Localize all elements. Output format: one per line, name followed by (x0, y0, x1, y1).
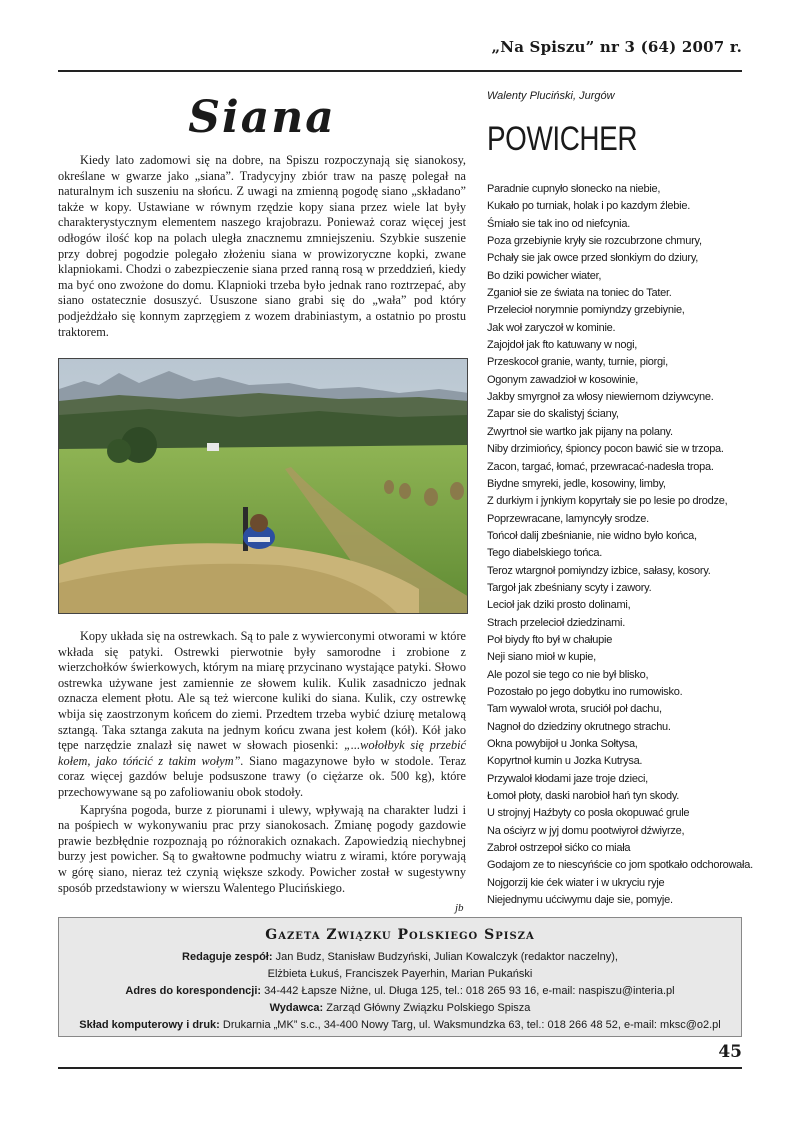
poem-line: Jak woł zaryczoł w kominie. (487, 321, 616, 334)
poem-line: Ogonym zawadzioł w kosowinie, (487, 373, 639, 386)
poem-line: Kopyrtnoł kumin u Jozka Kutrysa. (487, 755, 643, 768)
poem-line: Zabroł ostrzepoł sićko co miała (487, 842, 631, 855)
poem-title: POWICHER (487, 120, 638, 158)
colophon-editors-2: Elżbieta Łukuś, Franciszek Payerhin, Marian Pukański (267, 968, 533, 980)
poem-line: Poza grzebiynie kryły sie rozcubrzone chmury, (487, 235, 702, 248)
poem-line: Tego diabelskiego tońca. (487, 547, 603, 560)
poem-line: U strojnyj Haźbyty co posła okopuwać grule (487, 807, 690, 820)
poem-line: Niby drzimiońcy, śpioncy pocon bawić sie w trzopa. (487, 443, 724, 456)
poem-line: Zwyrtnoł sie wartko jak pijany na polany. (487, 425, 673, 438)
hay-field-photo (58, 358, 468, 614)
poem-line: Niejednymu ućciwymu daje sie, pomyje. (487, 894, 673, 907)
article-bottom (58, 629, 466, 896)
poem-line: Biydne smyreki, jedle, kosowiny, limby, (487, 477, 666, 490)
editors-label: Redaguje zespół: (182, 951, 273, 963)
poem-line: Przywaloł kłodami jaze troje dzieci, (487, 772, 648, 785)
poem-line: Neji siano mioł w kupie, (487, 651, 596, 664)
editors-names: Jan Budz, Stanisław Budzyński, Julian Kowalczyk (redaktor naczelny), (275, 951, 618, 963)
poem-line: Tam wywaloł wrota, sruciół poł dachu, (487, 703, 662, 716)
article-paragraph-1: Kiedy lato zadomowi się na dobre, na Spiszu rozpoczynają się sianokosy, określane w gwarze jako „siana”. Tradycyjny zbiór traw na paszę polegał na naturalnym ich suszeniu na słońcu. Z uwagi na zmienną pogodę siano „składano” także w kopy. Ustawiane w równym rzędzie kopy siana przez wiele lat były charakterystycznym elementem naszego krajobrazu. Ponieważ coraz więcej jest odłogów ilość kop na polach uległa znacznemu zmniejszeniu. Szybkie suszenie przy dobrej pogodzie polegało złożeniu siana w prowizoryczne kopki, zwane klapniokami. Chodzi o zabezpieczenie siana przed ranną rosą w przeddzień, kiedy ma być ono zwożone do domu. Klapnioki trzeba było jednak rano roztrzepać, aby siano ostatecznie dosuszyć. Ususzone siano grabi się do „wała” pod który podjeżdżało się konnym zaprzęgiem z wozem drabiniastym, a ostatnio po prostu traktorem. (58, 153, 466, 339)
poem-line: Przelecioł norymnie pomiyndzy grzebiynie, (487, 304, 685, 317)
poem-column (487, 90, 753, 909)
colophon-print (59, 1017, 741, 1034)
poem-line: Zacon, targać, łomać, przewracać-nadesła tropa. (487, 460, 714, 473)
poem-line: Okna powybijoł u Jonka Sołtysa, (487, 738, 638, 750)
address-text: 34-442 Łapsze Niżne, ul. Długa 125, tel.: 018 265 93 16, e-mail: naspiszu@interia.pl (264, 985, 675, 997)
header-divider (58, 70, 742, 72)
poem-line: Łomoł płoty, daski narobioł hań tyn skody. (487, 790, 680, 803)
colophon-box (58, 917, 742, 1037)
poem-line: Zajojdoł jak fto katuwany w nogi, (487, 339, 638, 352)
article-paragraph-3: Kapryśna pogoda, burze z piorunami i ulewy, wpływają na charakter ludzi i na pośpiech w wykonywaniu prac przy sianokosach. Zmianę pogody gazdowie prawie bezbłędnie rozpoznają po różnorakich oznakach. Zapowiedzią niechybnej burzy jest powicher. Są to gwałtowne podmuchy wiatru z wirami, które porywają w górę siano, nieraz też czynią większe szkody. Powicher został w sugestywny sposób przedstawiony w wierszu Walentego Plucińskiego. (58, 802, 466, 895)
poem-line: Tońcoł dalij zbeśnianie, nie widno było końca, (487, 529, 697, 542)
poem-line: Pozostało po jego dobytku ino rumowisko. (487, 685, 683, 698)
poem-line: Z durkiym i jynkiym kopyrtały sie po lesie po drodze, (487, 495, 728, 508)
song-quote: „...wołołbyk się przebić kołem, jako tóńcić z takim wołym”. (58, 738, 466, 768)
page-number: 45 (718, 1042, 742, 1062)
poem-line: Przeskocoł granie, wanty, turnie, piorgi, (487, 356, 668, 369)
poem-line: Targoł jak zbeśniany scyty i zawory. (487, 581, 652, 594)
poem-line: Paradnie cupnyło słonecko na niebie, (487, 183, 661, 195)
author-initials: jb (455, 902, 464, 914)
colophon-publisher (59, 1000, 741, 1017)
article-paragraph-2 (58, 629, 466, 801)
poem-line: Ale pozol sie tego co nie był blisko, (487, 668, 649, 681)
colophon-title: Gazeta Związku Polskiego Spisza (265, 927, 535, 943)
article-title: Siana (188, 92, 336, 143)
article-top (58, 80, 466, 340)
paragraph-2-text-end: Siano magazynowe było w stodole. Teraz coraz więcej gazdów beluje podsuszone trawy (o ciężarze ok. 500 kg), które przechowywane są po zafoliowaniu obok stodoły. (58, 753, 466, 799)
poem-line: Zapar sie do skalistyj ściany, (487, 408, 619, 421)
address-label: Adres do korespondencji: (125, 985, 262, 997)
poem-line: Bo dziki powicher wiater, (487, 269, 602, 282)
poem-line: Kukało po turniak, holak i po kazdym źlebie. (487, 200, 691, 213)
poem-line: Poł biydy fto był w chałupie (487, 633, 613, 646)
print-text: Drukarnia „MK” s.c., 34-400 Nowy Targ, ul. Waksmundzka 63, tel.: 018 266 48 52, e-mail: mksc@o2.pl (222, 1019, 721, 1031)
running-header: „Na Spiszu” nr 3 (64) 2007 r. (491, 38, 742, 56)
poem-line: Nagnoł do dziedziny okrutnego strachu. (487, 720, 671, 733)
publisher-text: Zarząd Główny Związku Polskiego Spisza (326, 1002, 531, 1014)
poem-line: Teroz wtargnoł pomiyndzy izbice, sałasy, kosory. (487, 564, 711, 577)
colophon-address (59, 983, 741, 1000)
poem-line: Nojgorzij kie ćek wiater i w ukryciu ryje (487, 876, 665, 889)
poem-line: Jakby smyrgnoł za włosy niewiernom dziywcyne. (487, 391, 714, 404)
poem-line: Lecioł jak dziki prosto dolinami, (487, 599, 631, 612)
poem-line: Pchały sie jak owce przed słonkiym do dziury, (487, 252, 699, 265)
landscape-illustration (59, 359, 468, 614)
print-label: Skład komputerowy i druk: (79, 1019, 220, 1031)
poem-line: Na ościyrz w jyj domu pootwiyroł dźwiyrze, (487, 824, 685, 837)
paragraph-2-text: Kopy układa się na ostrewkach. Są to pale z wywierconymi otworami w które wkłada się patyki. Ostrewki pierwotnie były samorodne i zrobione z wierzchołków świerkowych, którym na miarę przycinano wystające patyki. Słowo ostrewka używane jest zamiennie ze słowem kulik. Kulik zasadniczo jednak oznacza element płotu. Ale są też wiercone kuliki do siana. Kulik, czy ostrewkę wbija się zaostrzonym końcem do ziemi. Przedtem trzeba wybić dziurę metalową sztangą. Taka sztanga zakuta na jednym końcu zwana jest kołem (kół). Kół jako tępe narzędzie znalazł się nawet w słowach piosenki: (58, 629, 466, 753)
poem-line: Zganioł sie ze świata na toniec do Tater. (487, 287, 672, 300)
colophon-editors (59, 949, 741, 966)
poem-line: Strach przelecioł dziedzinami. (487, 616, 626, 629)
poem-line: Godajom ze to niescyńście co jom spotkało odchorowała. (487, 859, 753, 872)
poem-line: Śmiało sie tak ino od niefcynia. (487, 217, 631, 230)
poem-author: Walenty Pluciński, Jurgów (487, 90, 615, 102)
footer-divider (58, 1067, 742, 1069)
poem-line: Poprzewracane, lamyncyły srodze. (487, 512, 649, 525)
poem-lines (487, 181, 753, 909)
publisher-label: Wydawca: (269, 1002, 324, 1014)
